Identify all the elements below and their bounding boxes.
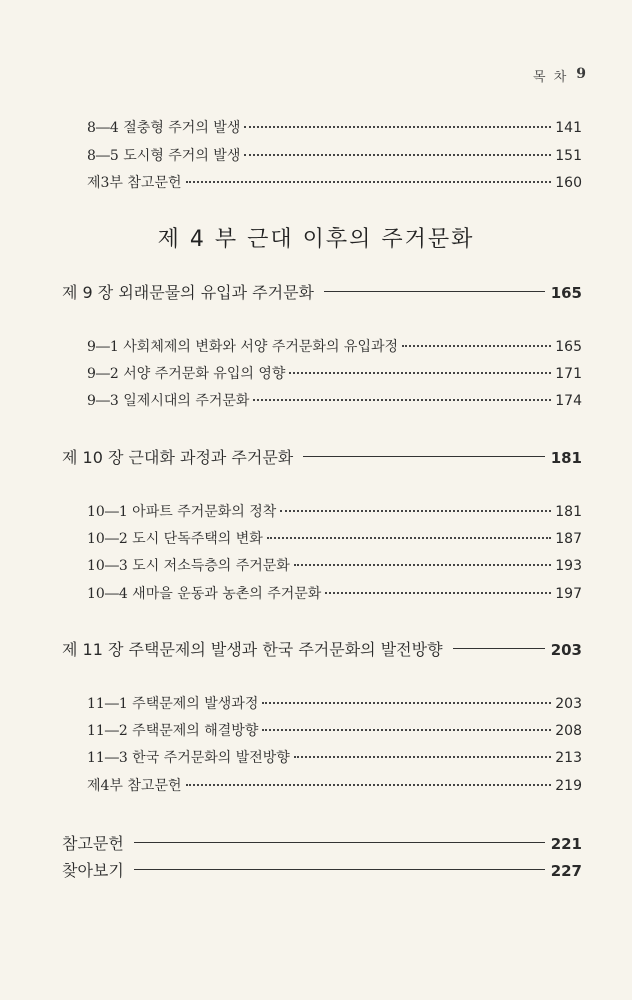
toc-entry-page: 203 bbox=[555, 696, 582, 712]
toc-entry-page: 197 bbox=[555, 586, 582, 602]
toc-entry-label: 9―1 사회체제의 변화와 서양 주거문화의 유입과정 bbox=[87, 339, 399, 355]
chapter-heading[interactable] bbox=[62, 637, 582, 660]
toc-entry[interactable] bbox=[87, 693, 582, 713]
toc-entry[interactable] bbox=[87, 501, 582, 521]
toc-entry-label: 9―3 일제시대의 주거문화 bbox=[87, 393, 250, 409]
toc-entry-page: 160 bbox=[555, 175, 582, 191]
toc-entry-label: 11―1 주택문제의 발생과정 bbox=[87, 696, 259, 712]
toc-entry[interactable] bbox=[87, 363, 582, 383]
toc-entry-page: 181 bbox=[555, 504, 582, 520]
toc-entry-label: 11―2 주택문제의 해결방향 bbox=[87, 723, 259, 739]
page-number: 9 bbox=[576, 66, 586, 82]
dot-leader bbox=[294, 564, 551, 566]
toc-entry-label: 10―2 도시 단독주택의 변화 bbox=[87, 531, 263, 547]
back-matter-label: 찾아보기 bbox=[62, 861, 124, 880]
chapter-page: 203 bbox=[550, 641, 582, 659]
toc-entry[interactable] bbox=[87, 720, 582, 740]
toc-entry-label: 10―1 아파트 주거문화의 정착 bbox=[87, 504, 277, 520]
toc-entry-label: 10―3 도시 저소득층의 주거문화 bbox=[87, 558, 290, 574]
toc-entry[interactable] bbox=[87, 555, 582, 575]
rule-leader bbox=[303, 456, 544, 457]
chapter-title: 제 9 장 외래문물의 유입과 주거문화 bbox=[62, 283, 314, 302]
dot-leader bbox=[186, 784, 552, 786]
running-head-label: 목 차 bbox=[533, 70, 569, 85]
dot-leader bbox=[267, 537, 551, 539]
rule-leader bbox=[324, 291, 545, 292]
dot-leader bbox=[289, 372, 551, 374]
rule-leader bbox=[453, 648, 545, 649]
toc-entry-page: 187 bbox=[555, 531, 582, 547]
back-matter-label: 참고문헌 bbox=[62, 834, 124, 853]
toc-entry[interactable] bbox=[87, 336, 582, 356]
toc-entry-label: 제4부 참고문헌 bbox=[87, 778, 182, 794]
chapter-heading[interactable] bbox=[62, 280, 582, 303]
toc-entry[interactable] bbox=[87, 145, 582, 165]
dot-leader bbox=[244, 126, 551, 128]
dot-leader bbox=[262, 702, 551, 704]
back-matter-page: 221 bbox=[550, 835, 582, 853]
running-head bbox=[533, 66, 586, 85]
toc-entry-label: 8―5 도시형 주거의 발생 bbox=[87, 148, 241, 164]
rule-leader bbox=[134, 842, 545, 843]
toc-entry-page: 193 bbox=[555, 558, 582, 574]
chapter-page: 181 bbox=[550, 449, 582, 467]
toc-entry[interactable] bbox=[87, 528, 582, 548]
toc-entry-page: 141 bbox=[555, 120, 582, 136]
part-title: 제 4 부 근대 이후의 주거문화 bbox=[157, 227, 475, 252]
toc-entry-page: 165 bbox=[555, 339, 582, 355]
toc-entry[interactable] bbox=[87, 117, 582, 137]
toc-entry[interactable] bbox=[87, 583, 582, 603]
chapter-heading[interactable] bbox=[62, 445, 582, 468]
dot-leader bbox=[402, 345, 551, 347]
toc-entry-label: 8―4 절충형 주거의 발생 bbox=[87, 120, 241, 136]
chapter-title: 제 10 장 근대화 과정과 주거문화 bbox=[62, 448, 294, 467]
toc-entry-label: 제3부 참고문헌 bbox=[87, 175, 182, 191]
dot-leader bbox=[244, 154, 551, 156]
dot-leader bbox=[262, 729, 551, 731]
dot-leader bbox=[294, 756, 551, 758]
chapter-title: 제 11 장 주택문제의 발생과 한국 주거문화의 발전방향 bbox=[62, 640, 443, 659]
dot-leader bbox=[186, 181, 552, 183]
toc-entry[interactable] bbox=[87, 390, 582, 410]
back-matter-entry[interactable] bbox=[62, 831, 582, 854]
toc-entry-label: 9―2 서양 주거문화 유입의 영향 bbox=[87, 366, 286, 382]
chapter-page: 165 bbox=[550, 284, 582, 302]
toc-entry-page: 213 bbox=[555, 750, 582, 766]
toc-entry-page: 208 bbox=[555, 723, 582, 739]
dot-leader bbox=[280, 510, 551, 512]
back-matter-entry[interactable] bbox=[62, 858, 582, 881]
toc-entry-page: 174 bbox=[555, 393, 582, 409]
toc-entry-page: 151 bbox=[555, 148, 582, 164]
toc-entry-page: 171 bbox=[555, 366, 582, 382]
toc-entry-label: 11―3 한국 주거문화의 발전방향 bbox=[87, 750, 290, 766]
toc-entry-page: 219 bbox=[555, 778, 582, 794]
toc-entry[interactable] bbox=[87, 747, 582, 767]
dot-leader bbox=[325, 592, 551, 594]
toc-entry-label: 10―4 새마을 운동과 농촌의 주거문화 bbox=[87, 586, 322, 602]
back-matter-page: 227 bbox=[550, 862, 582, 880]
rule-leader bbox=[134, 869, 545, 870]
toc-entry[interactable] bbox=[87, 172, 582, 192]
dot-leader bbox=[253, 399, 551, 401]
toc-entry[interactable] bbox=[87, 775, 582, 795]
